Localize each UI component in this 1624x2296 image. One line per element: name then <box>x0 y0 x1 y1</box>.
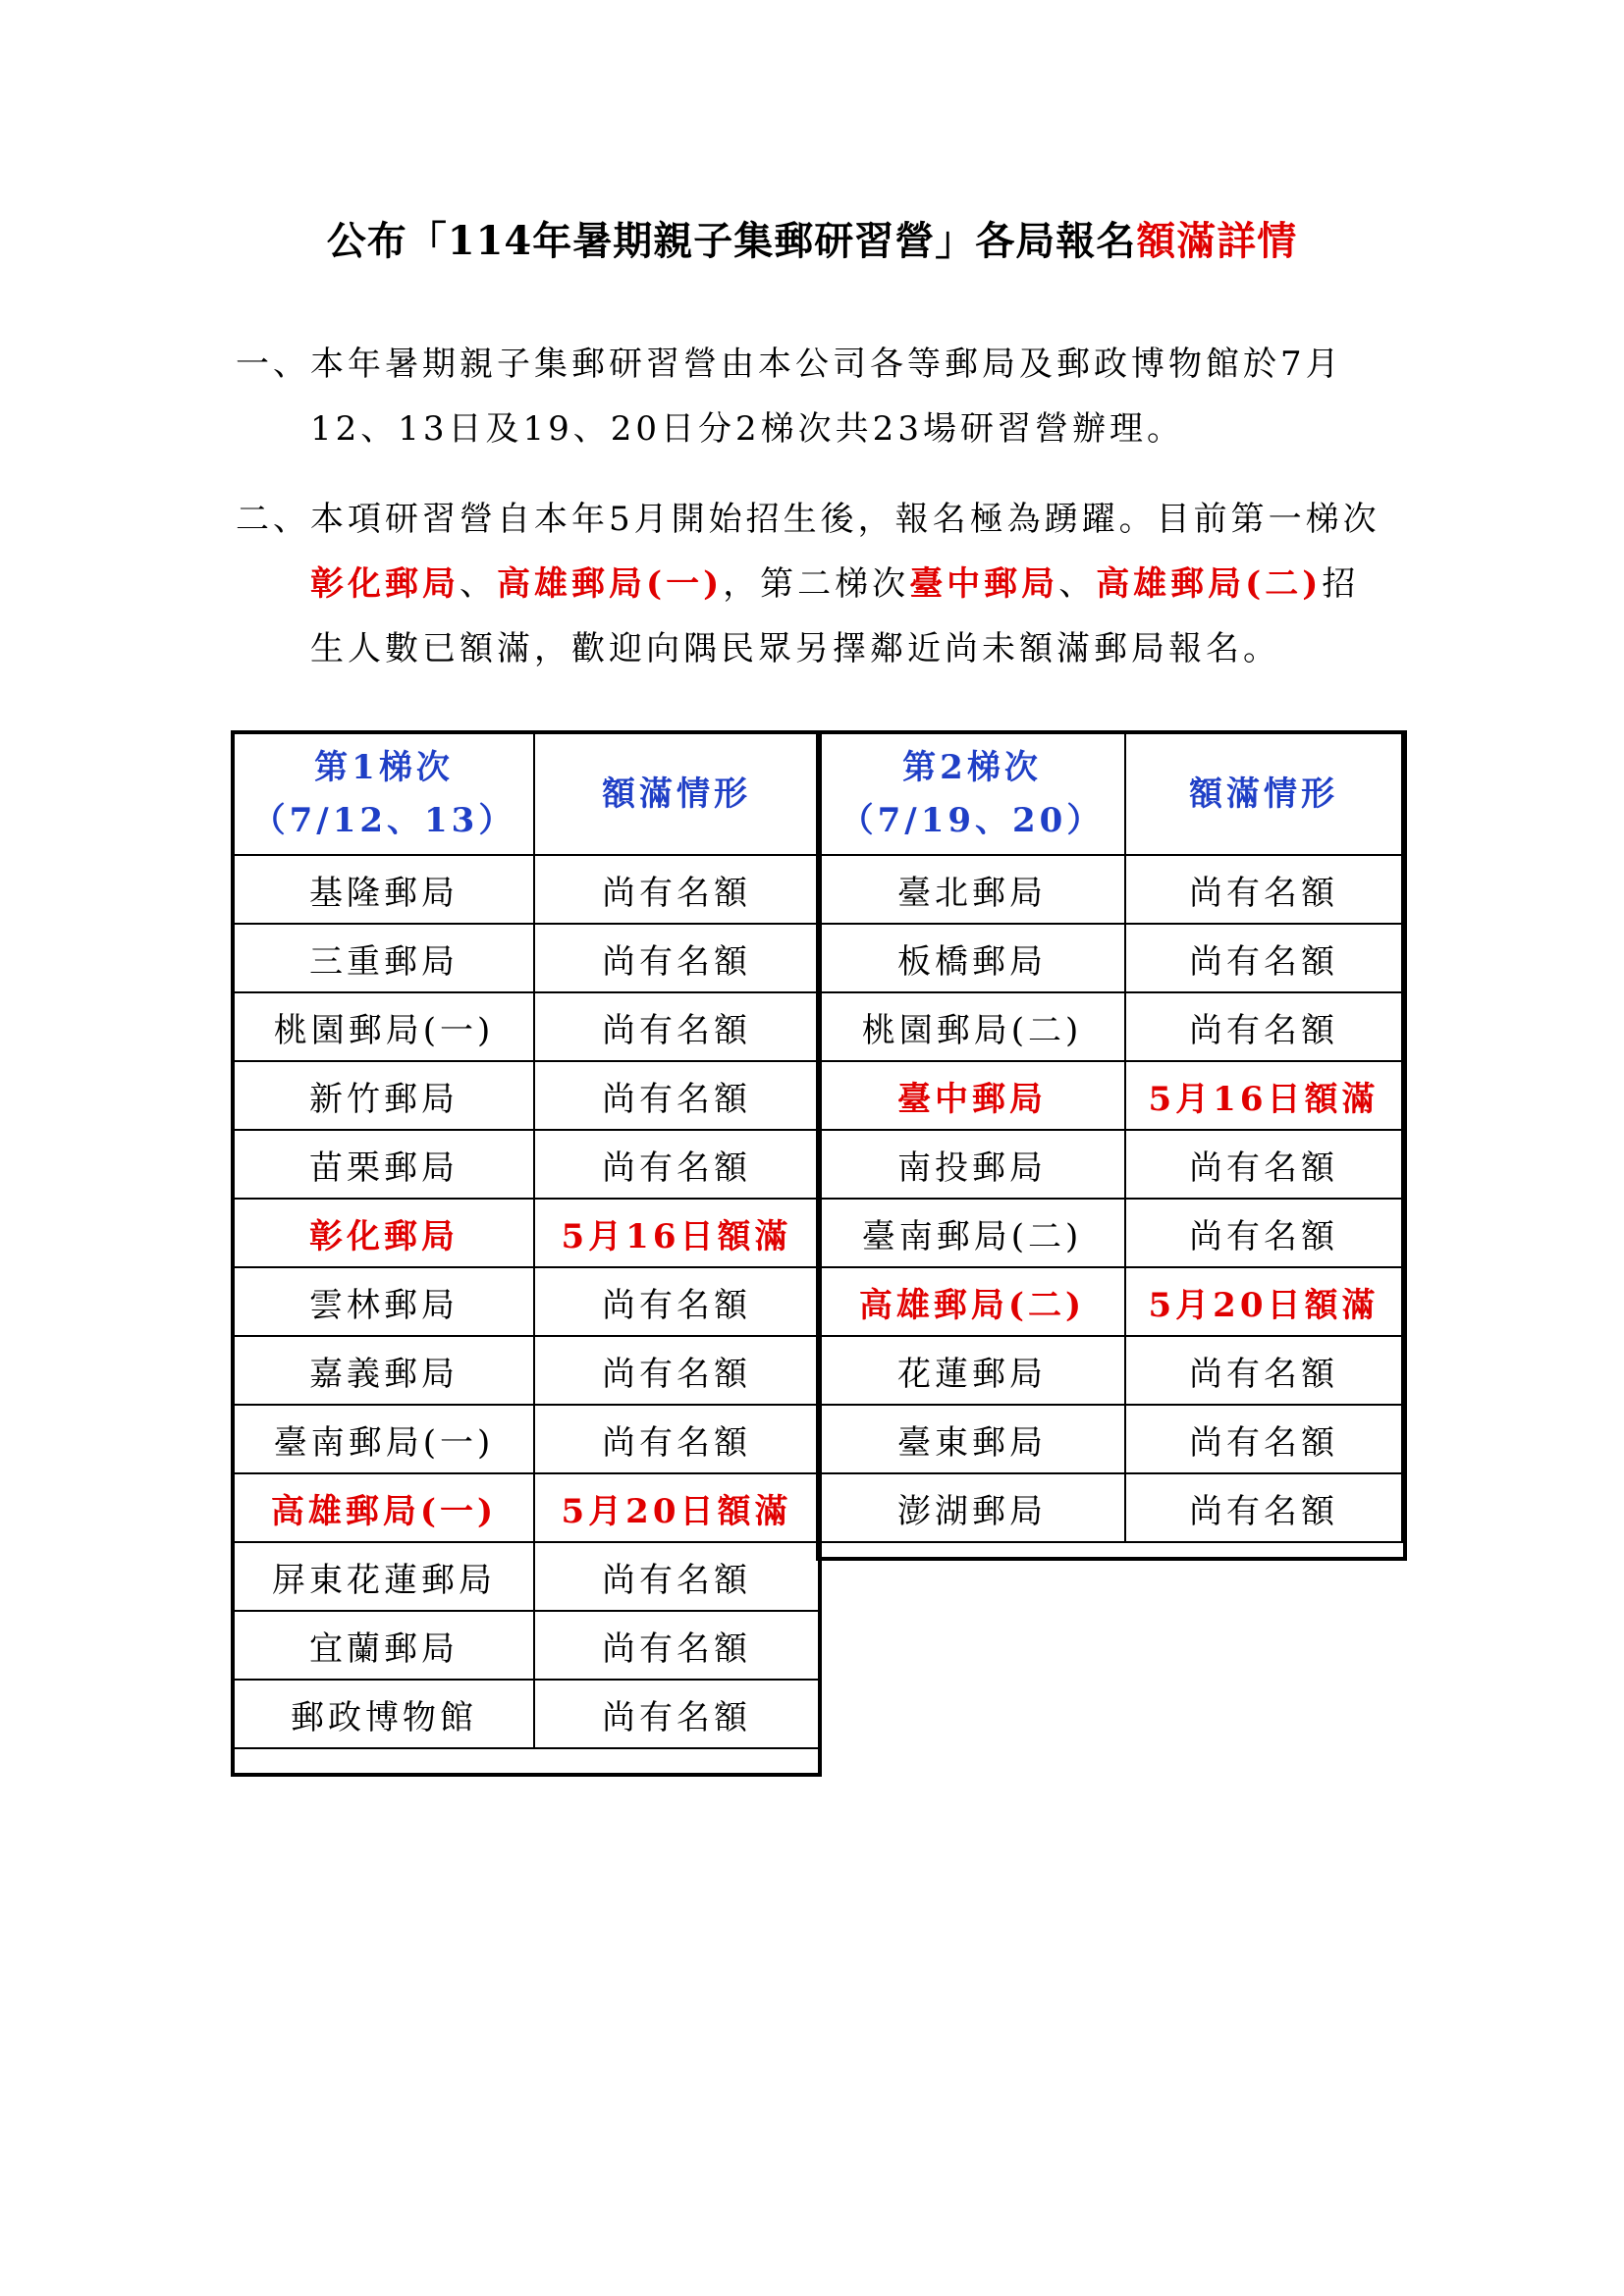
table-row <box>234 1336 819 1405</box>
batch-label: 第1梯次 <box>314 748 454 787</box>
table-row <box>819 1473 1402 1542</box>
office-name: 桃園郵局(二) <box>819 992 1125 1061</box>
office-name: 南投郵局 <box>819 1130 1125 1199</box>
office-name: 三重郵局 <box>234 924 534 992</box>
paragraph-1-number: 一、 <box>236 345 310 384</box>
paragraph-2 <box>236 487 1394 681</box>
paragraph-1 <box>236 332 1394 461</box>
table-row <box>819 1267 1402 1336</box>
quota-status: 尚有名額 <box>534 1336 819 1405</box>
quota-status: 尚有名額 <box>1125 1473 1402 1542</box>
paragraph-2-segment: 本項研習營自本年5月開始招生後，報名極為踴躍。目前第一梯次 <box>310 500 1380 539</box>
table-row <box>819 855 1402 924</box>
office-name: 臺南郵局(二) <box>819 1199 1125 1267</box>
table-row <box>819 1336 1402 1405</box>
office-name: 宜蘭郵局 <box>234 1611 534 1680</box>
quota-status: 5月20日額滿 <box>1125 1267 1402 1336</box>
quota-status: 5月20日額滿 <box>534 1473 819 1542</box>
table-row <box>234 1405 819 1473</box>
office-name: 高雄郵局(二) <box>819 1267 1125 1336</box>
table-row <box>234 1611 819 1680</box>
table-row <box>234 1267 819 1336</box>
batch-dates: （7/12、13） <box>251 801 516 840</box>
office-name: 高雄郵局(一) <box>234 1473 534 1542</box>
table-row <box>234 924 819 992</box>
quota-status: 尚有名額 <box>534 1267 819 1336</box>
office-name: 板橋郵局 <box>819 924 1125 992</box>
table-row <box>234 1680 819 1748</box>
quota-status: 尚有名額 <box>534 1130 819 1199</box>
table-row <box>819 924 1402 992</box>
full-office-highlight: 臺中郵局 <box>909 564 1059 604</box>
paragraph-2-text <box>236 487 1394 681</box>
office-name: 臺北郵局 <box>819 855 1125 924</box>
table-row <box>819 1061 1402 1130</box>
batch-2-header <box>819 733 1125 855</box>
table-row <box>819 1130 1402 1199</box>
office-name: 澎湖郵局 <box>819 1473 1125 1542</box>
table-row <box>234 1199 819 1267</box>
title-highlight: 額滿詳情 <box>1136 218 1298 264</box>
table-header-row <box>819 733 1402 855</box>
batch-1-header <box>234 733 534 855</box>
paragraph-2-number: 二、 <box>236 500 310 539</box>
quota-status: 尚有名額 <box>1125 1336 1402 1405</box>
quota-status: 尚有名額 <box>534 1542 819 1611</box>
batch-1-table <box>233 732 820 1749</box>
table-row <box>234 1130 819 1199</box>
table-header-row <box>234 733 819 855</box>
quota-status: 尚有名額 <box>1125 924 1402 992</box>
quota-status: 尚有名額 <box>534 924 819 992</box>
paragraph-2-segment: 、 <box>1058 564 1097 604</box>
table-row <box>819 1199 1402 1267</box>
full-office-highlight: 高雄郵局(二) <box>1096 564 1323 604</box>
status-header: 額滿情形 <box>534 733 819 855</box>
quota-status: 尚有名額 <box>534 1061 819 1130</box>
full-office-highlight: 彰化郵局 <box>310 564 460 604</box>
paragraph-2-segment: 、 <box>460 564 497 604</box>
batch-dates: （7/19、20） <box>839 801 1105 840</box>
paragraph-2-segment: 招生人數已額滿，歡迎向隅民眾另擇鄰近尚未額滿郵局報名。 <box>310 564 1360 668</box>
table-row <box>234 1061 819 1130</box>
quota-status: 尚有名額 <box>1125 855 1402 924</box>
paragraph-2-segment: ，第二梯次 <box>723 564 910 604</box>
quota-status: 尚有名額 <box>1125 992 1402 1061</box>
office-name: 雲林郵局 <box>234 1267 534 1336</box>
batch-2-table <box>818 732 1403 1543</box>
office-name: 花蓮郵局 <box>819 1336 1125 1405</box>
quota-status: 尚有名額 <box>534 855 819 924</box>
table-row <box>234 1473 819 1542</box>
table-row <box>819 992 1402 1061</box>
status-header: 額滿情形 <box>1125 733 1402 855</box>
office-name: 彰化郵局 <box>234 1199 534 1267</box>
table-row <box>234 855 819 924</box>
office-name: 郵政博物館 <box>234 1680 534 1748</box>
quota-status: 尚有名額 <box>1125 1405 1402 1473</box>
quota-status: 5月16日額滿 <box>534 1199 819 1267</box>
office-name: 新竹郵局 <box>234 1061 534 1130</box>
table-row <box>234 1542 819 1611</box>
office-name: 臺中郵局 <box>819 1061 1125 1130</box>
quota-status: 尚有名額 <box>534 1405 819 1473</box>
paragraph-1-text: 本年暑期親子集郵研習營由本公司各等郵局及郵政博物館於7月12、13日及19、20日分2梯次共23場研習營辦理。 <box>310 345 1343 449</box>
page-title <box>0 214 1624 269</box>
batch-label: 第2梯次 <box>902 748 1042 787</box>
quota-status: 尚有名額 <box>534 1680 819 1748</box>
title-prefix: 公布「114年暑期親子集郵研習營」各局報名 <box>326 218 1137 264</box>
office-name: 臺南郵局(一) <box>234 1405 534 1473</box>
office-name: 苗栗郵局 <box>234 1130 534 1199</box>
quota-status: 尚有名額 <box>1125 1199 1402 1267</box>
table-row <box>819 1405 1402 1473</box>
quota-status: 尚有名額 <box>1125 1130 1402 1199</box>
table-row <box>234 992 819 1061</box>
office-name: 嘉義郵局 <box>234 1336 534 1405</box>
quota-status: 尚有名額 <box>534 992 819 1061</box>
office-name: 桃園郵局(一) <box>234 992 534 1061</box>
office-name: 臺東郵局 <box>819 1405 1125 1473</box>
full-office-highlight: 高雄郵局(一) <box>497 564 724 604</box>
office-name: 屏東花蓮郵局 <box>234 1542 534 1611</box>
quota-status: 尚有名額 <box>534 1611 819 1680</box>
quota-status: 5月16日額滿 <box>1125 1061 1402 1130</box>
office-name: 基隆郵局 <box>234 855 534 924</box>
